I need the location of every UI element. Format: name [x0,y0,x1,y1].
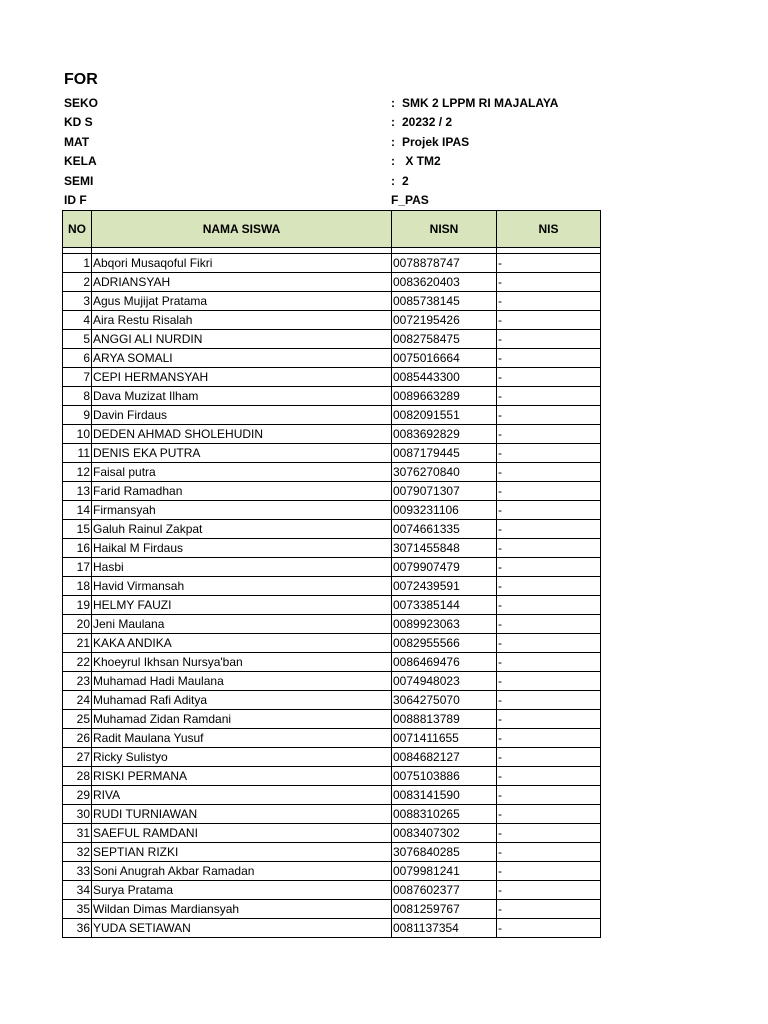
cell-nisn: 0084682127 [392,748,497,767]
table-row [63,292,601,311]
cell-name: Haikal M Firdaus [92,539,392,558]
cell-name: RISKI PERMANA [92,767,392,786]
table-row [63,273,601,292]
meta-colon: : [391,174,395,188]
cell-nis: - [497,919,601,938]
cell-name: Aira Restu Risalah [92,311,392,330]
cell-nisn: 0085738145 [392,292,497,311]
cell-nis: - [497,425,601,444]
meta-value: Projek IPAS [402,135,470,149]
cell-nis: - [497,254,601,273]
cell-name: Muhamad Rafi Aditya [92,691,392,710]
table-row [63,368,601,387]
cell-no: 27 [63,748,92,767]
cell-nisn: 0082955566 [392,634,497,653]
cell-name: Wildan Dimas Mardiansyah [92,900,392,919]
cell-nisn: 0087602377 [392,881,497,900]
table-row [63,786,601,805]
cell-nisn: 0079907479 [392,558,497,577]
table-row [63,710,601,729]
cell-nis: - [497,862,601,881]
table-row [63,634,601,653]
meta-row [0,172,768,191]
cell-nis: - [497,349,601,368]
cell-name: Farid Ramadhan [92,482,392,501]
header-no: NO [63,211,92,248]
meta-label: ID F [64,193,87,207]
cell-name: SEPTIAN RIZKI [92,843,392,862]
table-row [63,919,601,938]
cell-nis: - [497,881,601,900]
cell-nis: - [497,520,601,539]
table-row [63,558,601,577]
cell-no: 24 [63,691,92,710]
cell-name: DENIS EKA PUTRA [92,444,392,463]
cell-name: Firmansyah [92,501,392,520]
cell-nis: - [497,691,601,710]
table-row [63,596,601,615]
cell-no: 13 [63,482,92,501]
meta-value-wrap [391,113,452,132]
cell-nisn: 0079981241 [392,862,497,881]
cell-nisn: 3064275070 [392,691,497,710]
table-row [63,729,601,748]
meta-row [0,191,768,210]
table-row [63,463,601,482]
table-row [63,862,601,881]
cell-nis: - [497,368,601,387]
meta-value-wrap [391,133,469,152]
meta-value-wrap [391,172,409,191]
cell-no: 4 [63,311,92,330]
cell-name: Muhamad Zidan Ramdani [92,710,392,729]
meta-row [0,113,768,132]
cell-name: Davin Firdaus [92,406,392,425]
cell-nis: - [497,805,601,824]
student-table [62,210,601,938]
cell-no: 15 [63,520,92,539]
meta-value: X TM2 [402,154,441,168]
cell-nis: - [497,786,601,805]
meta-colon: : [391,115,395,129]
cell-no: 12 [63,463,92,482]
cell-name: Ricky Sulistyo [92,748,392,767]
cell-nisn: 0085443300 [392,368,497,387]
cell-no: 1 [63,254,92,273]
cell-nisn: 0074948023 [392,672,497,691]
table-row [63,330,601,349]
cell-nisn: 0082758475 [392,330,497,349]
cell-nis: - [497,577,601,596]
table-row [63,900,601,919]
table-row [63,577,601,596]
table-body [63,248,601,938]
cell-nis: - [497,406,601,425]
cell-no: 26 [63,729,92,748]
cell-nis: - [497,292,601,311]
cell-name: Abqori Musaqoful Fikri [92,254,392,273]
table-row [63,767,601,786]
cell-no: 16 [63,539,92,558]
cell-name: Khoeyrul Ikhsan Nursya'ban [92,653,392,672]
cell-no: 2 [63,273,92,292]
table-row [63,653,601,672]
cell-name: YUDA SETIAWAN [92,919,392,938]
cell-nisn: 0073385144 [392,596,497,615]
cell-name: Havid Virmansah [92,577,392,596]
cell-name: Radit Maulana Yusuf [92,729,392,748]
cell-no: 9 [63,406,92,425]
cell-name: ANGGI ALI NURDIN [92,330,392,349]
cell-nisn: 0093231106 [392,501,497,520]
table-row [63,311,601,330]
cell-nisn: 0081137354 [392,919,497,938]
cell-no: 22 [63,653,92,672]
table-row [63,349,601,368]
meta-label: SEKO [64,96,99,110]
cell-no: 32 [63,843,92,862]
cell-nis: - [497,444,601,463]
cell-nisn: 0086469476 [392,653,497,672]
cell-no: 28 [63,767,92,786]
meta-value: F_PAS [391,193,429,207]
meta-label: SEMI [64,174,94,188]
cell-name: Muhamad Hadi Maulana [92,672,392,691]
table-row [63,824,601,843]
cell-no: 17 [63,558,92,577]
cell-nisn: 0089663289 [392,387,497,406]
cell-nis: - [497,311,601,330]
cell-nisn: 0087179445 [392,444,497,463]
table-row [63,672,601,691]
table-row [63,482,601,501]
table-row [63,425,601,444]
cell-nis: - [497,330,601,349]
table-row [63,406,601,425]
header-nisn: NISN [392,211,497,248]
cell-nisn: 0075103886 [392,767,497,786]
cell-no: 18 [63,577,92,596]
cell-nisn: 0089923063 [392,615,497,634]
cell-name: ARYA SOMALI [92,349,392,368]
cell-nis: - [497,900,601,919]
cell-nis: - [497,273,601,292]
cell-name: CEPI HERMANSYAH [92,368,392,387]
cell-nis: - [497,501,601,520]
table-header-row [63,211,601,248]
meta-colon: : [391,96,395,110]
meta-value-wrap [391,191,429,210]
cell-nisn: 0083141590 [392,786,497,805]
table-row [63,539,601,558]
cell-name: Agus Mujijat Pratama [92,292,392,311]
meta-label: MAT [64,135,90,149]
table-row [63,843,601,862]
cell-no: 34 [63,881,92,900]
cell-name: HELMY FAUZI [92,596,392,615]
meta-value-wrap [391,152,441,171]
table-row [63,444,601,463]
cell-no: 11 [63,444,92,463]
cell-no: 6 [63,349,92,368]
cell-no: 36 [63,919,92,938]
cell-nis: - [497,672,601,691]
cell-name: Jeni Maulana [92,615,392,634]
cell-nis: - [497,748,601,767]
cell-nis: - [497,824,601,843]
cell-nis: - [497,615,601,634]
cell-nis: - [497,653,601,672]
cell-no: 31 [63,824,92,843]
cell-no: 20 [63,615,92,634]
cell-no: 5 [63,330,92,349]
cell-name: Hasbi [92,558,392,577]
meta-value: SMK 2 LPPM RI MAJALAYA [402,96,559,110]
table-row [63,881,601,900]
cell-no: 35 [63,900,92,919]
cell-name: ADRIANSYAH [92,273,392,292]
cell-no: 21 [63,634,92,653]
cell-nisn: 3076840285 [392,843,497,862]
cell-nisn: 0082091551 [392,406,497,425]
cell-nis: - [497,843,601,862]
cell-no: 19 [63,596,92,615]
cell-nis: - [497,463,601,482]
table-row [63,387,601,406]
cell-nis: - [497,482,601,501]
cell-nis: - [497,387,601,406]
meta-label: KD S [64,115,93,129]
cell-nis: - [497,710,601,729]
cell-no: 25 [63,710,92,729]
cell-no: 8 [63,387,92,406]
cell-no: 3 [63,292,92,311]
cell-nisn: 3071455848 [392,539,497,558]
meta-row [0,94,768,113]
meta-value: 20232 / 2 [402,115,453,129]
cell-name: RIVA [92,786,392,805]
cell-nis: - [497,539,601,558]
meta-value-wrap [391,94,558,113]
cell-name: Faisal putra [92,463,392,482]
table-row [63,520,601,539]
cell-no: 14 [63,501,92,520]
meta-colon: : [391,154,395,168]
meta-label: KELA [64,154,97,168]
cell-nis: - [497,634,601,653]
meta-row [0,133,768,152]
cell-no: 7 [63,368,92,387]
cell-nis: - [497,558,601,577]
form-title: FOR [64,71,98,88]
cell-name: Surya Pratama [92,881,392,900]
cell-name: Soni Anugrah Akbar Ramadan [92,862,392,881]
meta-colon: : [391,135,395,149]
cell-nisn: 0083407302 [392,824,497,843]
cell-no: 10 [63,425,92,444]
cell-no: 30 [63,805,92,824]
cell-nisn: 0075016664 [392,349,497,368]
cell-name: SAEFUL RAMDANI [92,824,392,843]
table-row [63,691,601,710]
cell-no: 29 [63,786,92,805]
cell-nisn: 0079071307 [392,482,497,501]
cell-name: KAKA ANDIKA [92,634,392,653]
cell-nisn: 0072195426 [392,311,497,330]
cell-nisn: 0088813789 [392,710,497,729]
cell-nisn: 0071411655 [392,729,497,748]
cell-nis: - [497,596,601,615]
meta-row [0,152,768,171]
cell-name: DEDEN AHMAD SHOLEHUDIN [92,425,392,444]
table-row [63,748,601,767]
cell-no: 33 [63,862,92,881]
cell-nisn: 0081259767 [392,900,497,919]
meta-value: 2 [402,174,409,188]
cell-nisn: 0083620403 [392,273,497,292]
cell-name: Galuh Rainul Zakpat [92,520,392,539]
cell-nisn: 0074661335 [392,520,497,539]
cell-nis: - [497,767,601,786]
cell-nisn: 0072439591 [392,577,497,596]
cell-nisn: 3076270840 [392,463,497,482]
cell-nisn: 0083692829 [392,425,497,444]
cell-nisn: 0088310265 [392,805,497,824]
header-name: NAMA SISWA [92,211,392,248]
table-row [63,254,601,273]
table-row [63,501,601,520]
cell-name: Dava Muzizat Ilham [92,387,392,406]
cell-no: 23 [63,672,92,691]
header-nis: NIS [497,211,601,248]
table-row [63,805,601,824]
cell-nisn: 0078878747 [392,254,497,273]
table-row [63,615,601,634]
cell-nis: - [497,729,601,748]
cell-name: RUDI TURNIAWAN [92,805,392,824]
